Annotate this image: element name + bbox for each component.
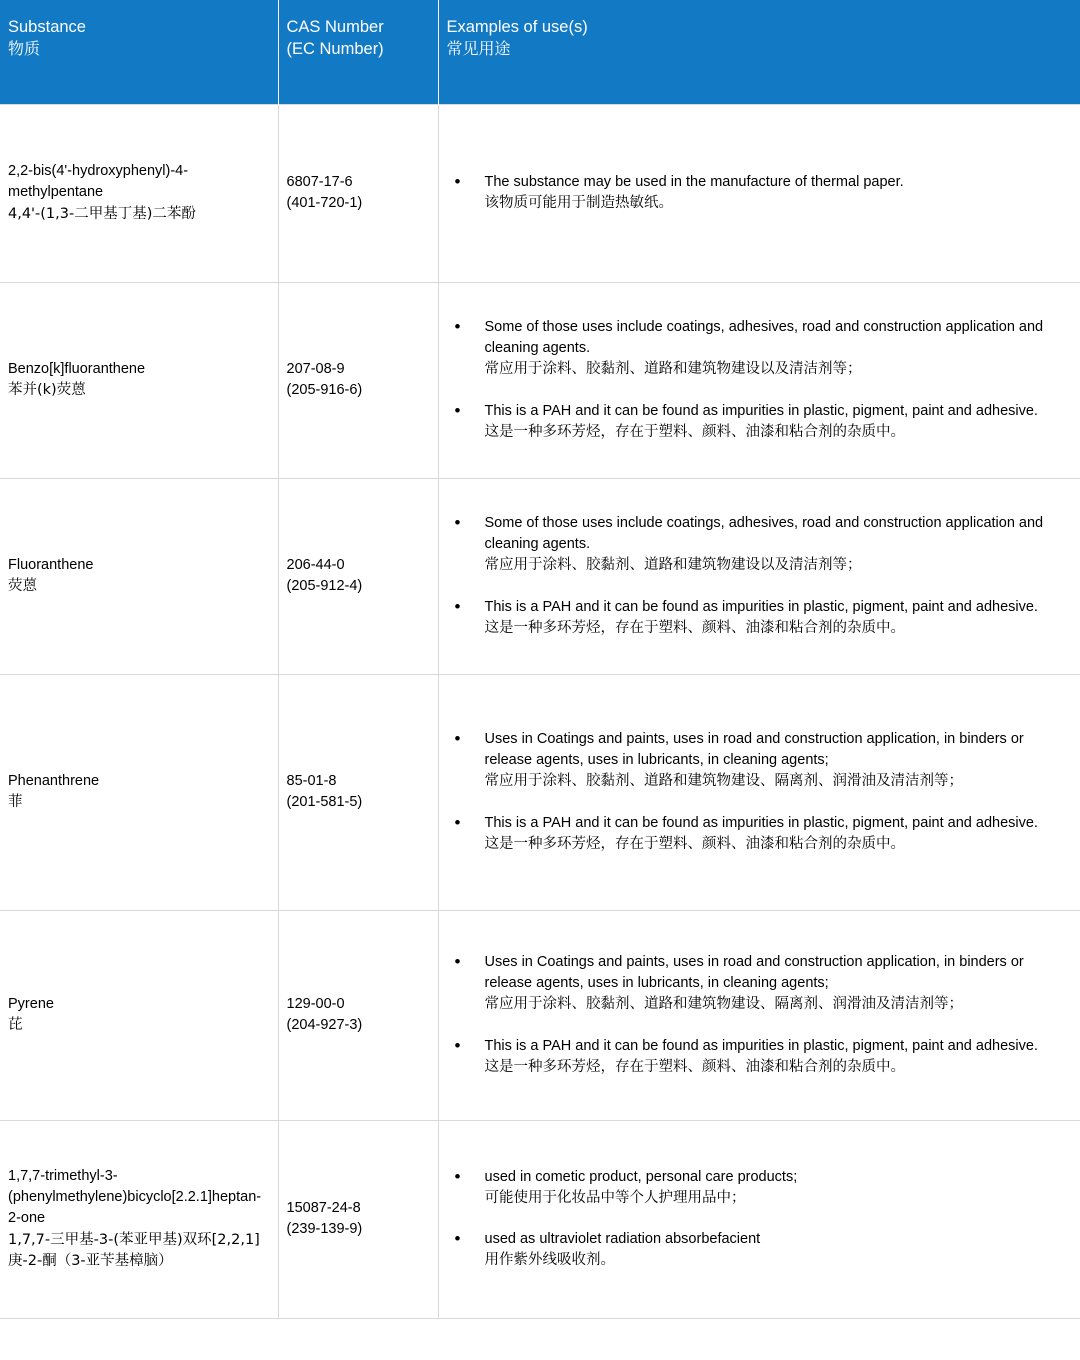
cell-cas-number — [278, 674, 438, 910]
list-item — [447, 1167, 1073, 1209]
cell-cas-number — [278, 282, 438, 478]
substance-name-cn: 菲 — [8, 794, 23, 810]
use-text-cn: 该物质可能用于制造热敏纸。 — [484, 195, 673, 211]
use-text-cn: 常应用于涂料、胶黏剂、道路和建筑物建设以及清洁剂等； — [484, 557, 862, 574]
cell-substance — [0, 478, 278, 674]
cell-cas-number — [278, 1120, 438, 1318]
substance-name-cn: 苯并(k)荧蒽 — [8, 382, 86, 398]
table-body — [0, 104, 1080, 1318]
cas-number: 6807-17-6 — [286, 173, 353, 190]
table-row — [0, 910, 1080, 1120]
header-cell-substance — [0, 0, 278, 104]
cas-number: 129-00-0 — [286, 995, 345, 1012]
list-item — [447, 597, 1073, 639]
use-text-en: • The substance may be used in the manufacture of thermal paper. — [484, 173, 904, 190]
list-item — [447, 1229, 1073, 1271]
use-text-cn: 这是一种多环芳烃，存在于塑料、颜料、油漆和粘合剂的杂质中。 — [484, 835, 905, 852]
cell-substance — [0, 104, 278, 282]
substance-name-en: Benzo[k]fluoranthene — [8, 360, 146, 377]
header-substance-cn: 物质 — [8, 39, 41, 59]
cell-cas-number — [278, 910, 438, 1120]
ec-number: (201-581-5) — [286, 794, 363, 810]
list-item — [447, 1036, 1073, 1078]
cas-number: 85-01-8 — [286, 772, 337, 789]
list-item — [447, 729, 1073, 792]
use-text-cn: 这是一种多环芳烃，存在于塑料、颜料、油漆和粘合剂的杂质中。 — [484, 423, 905, 440]
use-text-cn: 常应用于涂料、胶黏剂、道路和建筑物建设以及清洁剂等； — [484, 361, 862, 378]
use-text-en: • Uses in Coatings and paints, uses in road and construction application, in binders or release agents, uses in lubricants, in cleaning agents; — [484, 954, 1024, 992]
list-item — [447, 317, 1073, 380]
use-text-en: • Some of those uses include coatings, adhesives, road and construction application and cleaning agents. — [484, 515, 1044, 553]
table-header — [0, 0, 1080, 104]
cell-uses — [438, 910, 1080, 1120]
cell-uses — [438, 282, 1080, 478]
list-item — [447, 172, 1073, 214]
substance-name-cn: 1,7,7-三甲基-3-(苯亚甲基)双环[2,2,1]庚-2-酮（3-亚苄基樟脑） — [8, 1231, 260, 1269]
uses-list — [447, 172, 1073, 214]
header-row — [0, 0, 1080, 104]
header-cell-cas — [278, 0, 438, 104]
use-text-cn: 常应用于涂料、胶黏剂、道路和建筑物建设、隔离剂、润滑油及清洁剂等； — [484, 996, 963, 1013]
cell-uses — [438, 478, 1080, 674]
cas-number: 15087-24-8 — [286, 1199, 361, 1216]
ec-number: (204-927-3) — [286, 1017, 363, 1033]
header-cas-en: CAS Number — [286, 18, 384, 36]
ec-number: (205-912-4) — [286, 578, 363, 594]
uses-list — [447, 1167, 1073, 1271]
use-text-cn: 这是一种多环芳烃，存在于塑料、颜料、油漆和粘合剂的杂质中。 — [484, 619, 905, 636]
cell-substance — [0, 1120, 278, 1318]
substance-name-cn: 4,4'-(1,3-二甲基丁基)二苯酚 — [8, 205, 196, 222]
header-substance-en: Substance — [8, 18, 86, 36]
uses-list — [447, 513, 1073, 638]
list-item — [447, 513, 1073, 576]
use-text-en: • This is a PAH and it can be found as impurities in plastic, pigment, paint and adhesive. — [484, 1037, 1038, 1054]
uses-list — [447, 317, 1073, 442]
header-uses-en: Examples of use(s) — [446, 18, 588, 36]
cell-cas-number — [278, 478, 438, 674]
cell-substance — [0, 674, 278, 910]
list-item — [447, 813, 1073, 855]
use-text-en: • Some of those uses include coatings, adhesives, road and construction application and cleaning agents. — [484, 319, 1044, 357]
table-row — [0, 674, 1080, 910]
cell-uses — [438, 1120, 1080, 1318]
substance-name-en: 1,7,7-trimethyl-3-(phenylmethylene)bicyclo[2.2.1]heptan-2-one — [8, 1168, 262, 1227]
cell-substance — [0, 282, 278, 478]
ec-number: (205-916-6) — [286, 382, 363, 398]
ec-number: (239-139-9) — [286, 1221, 363, 1237]
use-text-en: • This is a PAH and it can be found as impurities in plastic, pigment, paint and adhesive. — [484, 402, 1038, 419]
use-text-en: • Uses in Coatings and paints, uses in road and construction application, in binders or release agents, uses in lubricants, in cleaning agents; — [484, 731, 1024, 769]
substance-name-en: 2,2-bis(4'-hydroxyphenyl)-4-methylpentane — [8, 163, 189, 201]
use-text-cn: 可能使用于化妆品中等个人护理用品中； — [484, 1189, 746, 1206]
table-row — [0, 282, 1080, 478]
cell-uses — [438, 104, 1080, 282]
uses-list — [447, 952, 1073, 1077]
use-text-en: • used as ultraviolet radiation absorbefacient — [484, 1231, 761, 1247]
list-item — [447, 401, 1073, 443]
list-item — [447, 952, 1073, 1015]
header-cell-uses — [438, 0, 1080, 104]
cas-number: 206-44-0 — [286, 556, 345, 573]
use-text-cn: 用作紫外线吸收剂。 — [484, 1252, 615, 1269]
table-row — [0, 104, 1080, 282]
use-text-en: • This is a PAH and it can be found as impurities in plastic, pigment, paint and adhesive. — [484, 814, 1038, 831]
uses-list — [447, 729, 1073, 854]
substance-name-en: Pyrene — [8, 995, 54, 1012]
substance-name-en: Fluoranthene — [8, 556, 94, 573]
cas-number: 207-08-9 — [286, 360, 345, 377]
use-text-en: • This is a PAH and it can be found as impurities in plastic, pigment, paint and adhesive. — [484, 598, 1038, 615]
ec-number: (401-720-1) — [286, 195, 363, 211]
table-row — [0, 478, 1080, 674]
substance-name-cn: 芘 — [8, 1017, 23, 1033]
use-text-cn: 常应用于涂料、胶黏剂、道路和建筑物建设、隔离剂、润滑油及清洁剂等； — [484, 773, 963, 790]
substance-name-en: Phenanthrene — [8, 772, 100, 789]
use-text-cn: 这是一种多环芳烃，存在于塑料、颜料、油漆和粘合剂的杂质中。 — [484, 1058, 905, 1075]
use-text-en: • used in cometic product, personal care products; — [484, 1168, 798, 1185]
cell-substance — [0, 910, 278, 1120]
substance-name-cn: 荧蒽 — [8, 578, 37, 594]
header-uses-cn: 常见用途 — [446, 39, 511, 59]
cell-cas-number — [278, 104, 438, 282]
cell-uses — [438, 674, 1080, 910]
table-row — [0, 1120, 1080, 1318]
header-cas-ec: (EC Number) — [286, 40, 384, 59]
